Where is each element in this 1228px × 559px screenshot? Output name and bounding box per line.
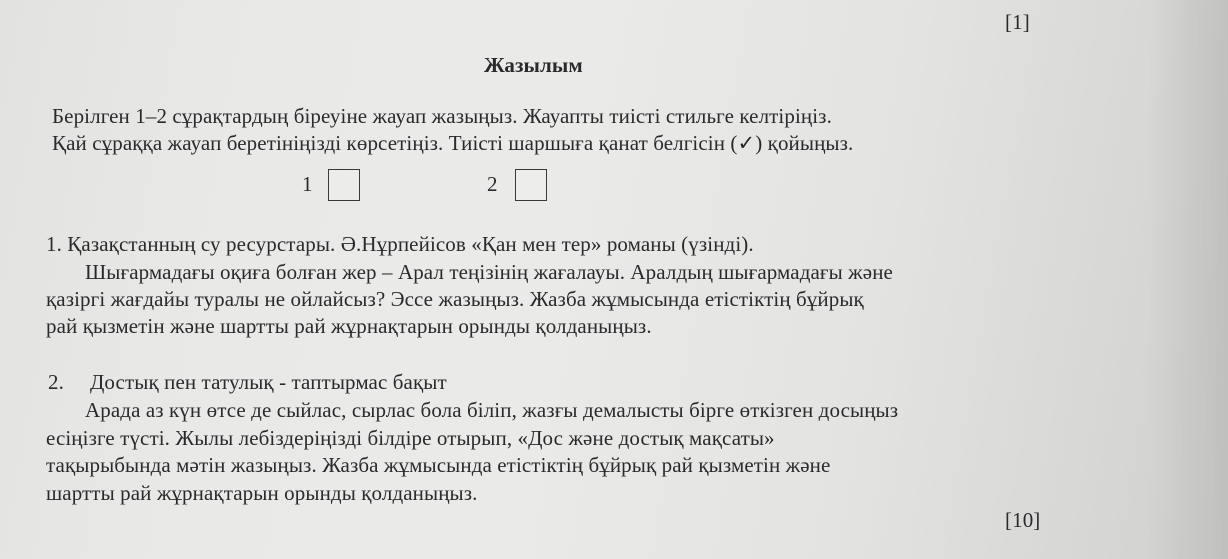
instruction-line-2: Қай сұраққа жауап беретініңізді көрсетіңіз. Тиісті шаршыға қанат белгісін (✓) қойыңыз.	[52, 131, 854, 155]
question-1-heading: 1. Қазақстанның су ресурстары. Ә.Нұрпейісов «Қан мен тер» романы (үзінді).	[46, 232, 754, 256]
question-2-number: 2.	[48, 370, 64, 394]
instruction-line-1: Берілген 1–2 сұрақтардың біреуіне жауап жазыңыз. Жауапты тиісті стильге келтіріңіз.	[52, 104, 832, 128]
choice-1-label: 1	[302, 172, 313, 196]
choice-2-checkbox[interactable]	[515, 169, 547, 201]
question-2-line-2: есіңізге түсті. Жылы лебіздеріңізді білдіре отырып, «Дос және достық мақсаты»	[46, 426, 775, 450]
question-2-title: Достық пен татулық - таптырмас бақыт	[90, 370, 447, 394]
page-shadow	[1148, 0, 1228, 559]
question-2-line-1: Арада аз күн өтсе де сыйлас, сырлас бола біліп, жазғы демалысты бірге өткізген досыңыз	[85, 398, 899, 422]
score-top: [1]	[1005, 10, 1030, 34]
question-2-line-3: тақырыбында мәтін жазыңыз. Жазба жұмысында етістіктің бұйрық рай қызметін және	[46, 453, 831, 477]
question-1-line-1: Шығармадағы оқиға болған жер – Арал теңізінің жағалауы. Аралдың шығармадағы және	[85, 260, 893, 284]
choice-2-label: 2	[487, 172, 498, 196]
question-1-line-2: қазіргі жағдайы туралы не ойлайсыз? Эссе жазыңыз. Жазба жұмысында етістіктің бұйрық	[46, 287, 864, 311]
section-title: Жазылым	[484, 53, 583, 77]
question-1-line-3: рай қызметін және шартты рай жұрнақтарын орынды қолданыңыз.	[46, 314, 652, 338]
choice-1-checkbox[interactable]	[328, 169, 360, 201]
question-2-line-4: шартты рай жұрнақтарын орынды қолданыңыз.	[46, 481, 478, 505]
score-bottom: [10]	[1005, 508, 1041, 532]
